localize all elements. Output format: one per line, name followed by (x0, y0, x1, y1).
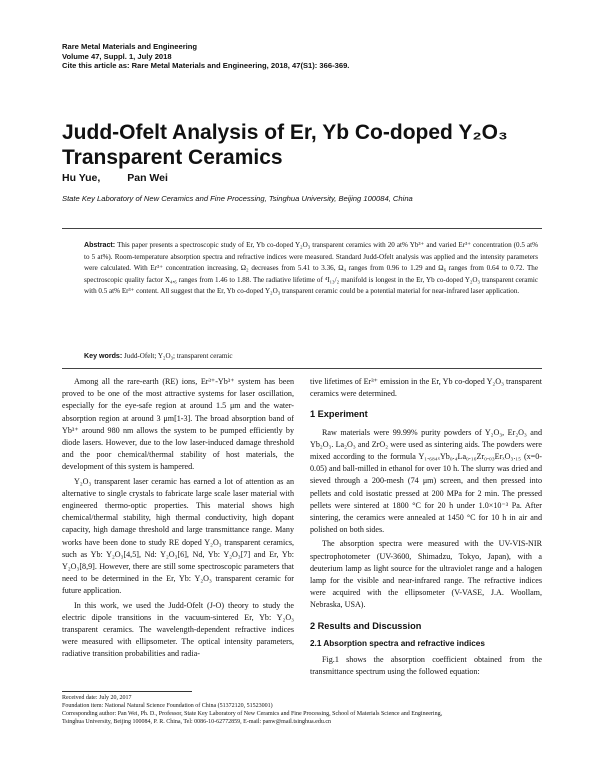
body-paragraph: The absorption spectra were measured with the UV-VIS-NIR spectrophotometer (UV-3600, Shimadzu, Tokyo, Japan), with a deuterium lamp as light source for the ultraviolet range and a halogen lamp for the visible and near-infrared range. The refractive indices were acquired with the ellipsometer (V-VASE, J.A. Woollam, Nebraska, USA). (310, 539, 542, 610)
journal-citation: Cite this article as: Rare Metal Materials and Engineering, 2018, 47(S1): 366-369. (62, 61, 350, 71)
footnote-corresponding-contact: Tsinghua University, Beijing 100084, P. R. China, Tel: 0086-10-62772859, E-mail: panw@mail.tsinghua.edu.cn (62, 719, 331, 725)
section-heading: 2 Results and Discussion (310, 620, 422, 631)
author-name: Pan Wei (127, 172, 168, 184)
keywords-label: Key words: (84, 352, 123, 360)
body-column-right (310, 376, 542, 680)
footnote-rule (62, 691, 192, 692)
footnotes (62, 694, 542, 726)
paper-title: Judd-Ofelt Analysis of Er, Yb Co-doped Y₂O₃ Transparent Ceramics (62, 121, 508, 169)
abstract-text: This paper presents a spectroscopic study of Er, Yb co-doped Y₂O₃ transparent ceramics with 20 at% Yb³⁺ and varied Er³⁺ concentration (0.5 at% to 5 at%). Room-temperature absorption spectra and refractive indices were measured. Standard Judd-Ofelt analysis was applied and the intensity parameters were calculated. With Er³⁺ concentration increasing, Ω₂ decreases from 5.41 to 3.36, Ω₄ ranges from 0.96 to 1.29 and Ω₆ ranges from 0.64 to 0.72. The spectroscopic quality factor X₄,₆ ranges from 1.46 to 1.88. The radiative lifetime of ⁴I₁₃/₂ manifold is longest in the Er, Yb co-doped Y₂O₃ transparent ceramic with 0.5 at% Er³⁺ content. All suggest that the Er, Yb co-doped Y₂O₃ transparent ceramic could be a potential material for near-infrared laser application. (84, 241, 538, 296)
section-heading: 1 Experiment (310, 409, 368, 420)
footnote-received: Received date: July 20, 2017 (62, 695, 132, 701)
journal-header (62, 42, 522, 71)
journal-name: Rare Metal Materials and Engineering (62, 42, 198, 51)
abstract (84, 240, 538, 298)
body-paragraph: Among all the rare-earth (RE) ions, Er³⁺-Yb³⁺ system has been proved to be one of the most attractive systems for laser oscillation, especially for the eye-safe region at around 1.5 μm and the water-absorption region at around 3 μm[1-3]. The broad absorption band of Yb³⁺ around 980 nm allows the system to be pumped efficiently by diode lasers. However, due to the low laser-induced damage threshold and the poor chemical/thermal stability of host materials, the development of this system is hampered. (62, 377, 294, 472)
body-paragraph: Fig.1 shows the absorption coefficient obtained from the transmittance spectrum using the followed equation: (310, 655, 542, 677)
footnote-foundation: Foundation item: National Natural Science Foundation of China (51372120, 51523001) (62, 703, 273, 709)
footnote-corresponding: Corresponding author: Pan Wei, Ph. D., Professor, State Key Laboratory of New Ceramics and Fine Processing, School of Materials Science and Engineering, (62, 711, 443, 717)
subsection-heading: 2.1 Absorption spectra and refractive indices (310, 638, 485, 648)
body-paragraph: Raw materials were 99.99% purity powders of Y₂O₃, Er₂O₃ and Yb₂O₃. La₂O₃ and ZrO₂ were used as sintering aids. The powders were mixed according to the formula Y₁.₆₈₄ₓYb₀.₄La₀.₁₆Zr₀.₀₃ErₓO₃.₁₅ (x=0-0.05) and ball-milled in ethanol for over 10 h. The slurry was dried and sieved through a 200-mesh (74 μm) screen, and then pressed into pellets and cold isostatic pressed at 200 MPa for 2 min. The pressed pellets were sintered at 1800 °C for 20 h under 1.0×10⁻³ Pa. After sintering, the ceramics were annealed at 1450 °C for 10 h in air and polished on both sides. (310, 427, 542, 535)
affiliation: State Key Laboratory of New Ceramics and Fine Processing, Tsinghua University, Beijing 100084, China (62, 194, 413, 203)
body-column-left (62, 376, 294, 663)
body-paragraph: In this work, we used the Judd-Ofelt (J-O) theory to study the electric dipole transitions in the vacuum-sintered Er, Yb: Y₂O₃ transparent ceramics. The wavelength-dependent refractive indices were measured with ellipsometer. The optical intensity parameters, radiative transition probabilities and radia- (62, 600, 294, 659)
journal-volume: Volume 47, Suppl. 1, July 2018 (62, 51, 172, 61)
author-name: Hu Yue, (62, 172, 101, 184)
keywords (84, 352, 538, 360)
author-list (62, 172, 192, 184)
body-paragraph: Y₂O₃ transparent laser ceramic has earned a lot of attention as an alternative to single crystals to fabricate large scale laser material with engineered thermo-optic properties. This material shows high chemical/thermal stability, high thermal conductivity, high dopant capacity, high damage threshold and large transmittance range. Many works have been done to study RE doped Y₂O₃ transparent ceramics, such as Yb: Y₂O₃[4,5], Nd: Y₂O₃[6], Nd, Yb: Y₂O₃[7] and Er, Yb: Y₂O₃[8,9]. However, there are still some spectroscopic parameters that need to be determined in the Er, Yb: Y₂O₃ transparent ceramic for future application. (62, 476, 294, 596)
body-paragraph: tive lifetimes of Er³⁺ emission in the Er, Yb co-doped Y₂O₃ transparent ceramics were determined. (310, 377, 542, 399)
abstract-bottom-rule (62, 368, 542, 369)
abstract-label: Abstract: (84, 241, 116, 249)
abstract-top-rule (62, 228, 542, 229)
keywords-text: Judd-Ofelt; Y₂O₃; transparent ceramic (124, 352, 233, 360)
